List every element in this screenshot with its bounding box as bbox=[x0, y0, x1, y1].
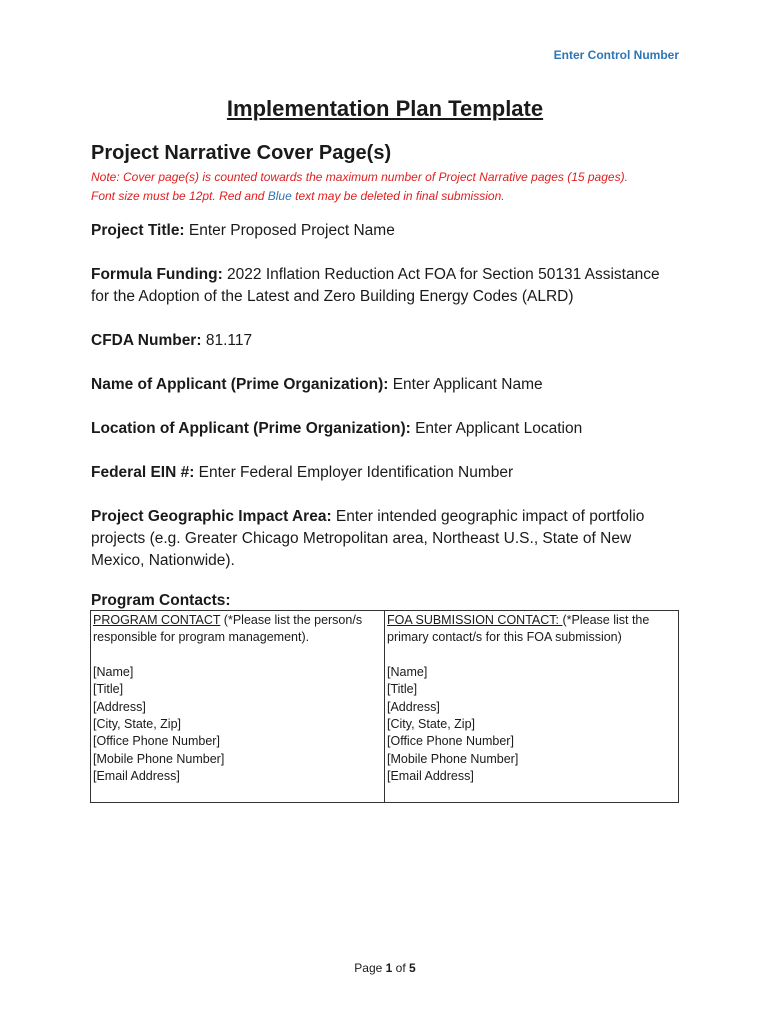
impact-area-value[interactable]: Enter intended geographic impact of portfolio projects (e.g. Greater Chicago Metropolitan area, Northeast U.S., State of New Mexico, Nationwide). bbox=[91, 508, 645, 569]
document-body bbox=[91, 140, 681, 803]
cover-note bbox=[91, 168, 681, 206]
program-contact-city-state-zip[interactable]: [City, State, Zip] bbox=[93, 717, 181, 732]
page-current: 1 bbox=[385, 961, 393, 975]
program-contacts-table bbox=[90, 610, 679, 803]
foa-contact-name[interactable]: [Name] bbox=[387, 664, 428, 679]
control-number-placeholder[interactable]: Enter Control Number bbox=[553, 48, 679, 62]
project-title-value[interactable]: Enter Proposed Project Name bbox=[184, 222, 395, 239]
program-contact-name[interactable]: [Name] bbox=[93, 664, 134, 679]
page-number-footer bbox=[0, 961, 770, 975]
program-contact-heading: PROGRAM CONTACT bbox=[93, 613, 221, 627]
foa-contact-title[interactable]: [Title] bbox=[387, 682, 418, 697]
page-prefix: Page bbox=[354, 961, 386, 975]
page-of: of bbox=[392, 961, 410, 975]
project-title-field bbox=[91, 220, 681, 242]
cfda-number-value: 81.117 bbox=[201, 332, 253, 349]
program-contact-details bbox=[93, 664, 382, 786]
impact-area-label: Project Geographic Impact Area: bbox=[91, 508, 332, 525]
program-contact-email[interactable]: [Email Address] bbox=[93, 769, 180, 784]
page-total: 5 bbox=[409, 961, 416, 975]
foa-contact-mobile-phone[interactable]: [Mobile Phone Number] bbox=[387, 751, 519, 766]
program-contact-mobile-phone[interactable]: [Mobile Phone Number] bbox=[93, 751, 225, 766]
foa-contact-office-phone[interactable]: [Office Phone Number] bbox=[387, 734, 514, 749]
foa-contact-cell[interactable] bbox=[385, 611, 679, 803]
applicant-name-label: Name of Applicant (Prime Organization): bbox=[91, 376, 389, 393]
cfda-number-field bbox=[91, 330, 681, 352]
foa-contact-city-state-zip[interactable]: [City, State, Zip] bbox=[387, 717, 475, 732]
foa-contact-details bbox=[387, 664, 676, 786]
applicant-location-value[interactable]: Enter Applicant Location bbox=[410, 420, 583, 437]
document-title: Implementation Plan Template bbox=[226, 96, 544, 121]
applicant-name-value[interactable]: Enter Applicant Name bbox=[388, 376, 543, 393]
federal-ein-label: Federal EIN #: bbox=[91, 464, 195, 481]
federal-ein-field bbox=[91, 462, 681, 484]
formula-funding-label: Formula Funding: bbox=[91, 266, 223, 283]
foa-contact-description: (*Please list the primary contact/s for this FOA submission) bbox=[387, 613, 650, 645]
impact-area-field bbox=[91, 506, 681, 572]
foa-contact-address[interactable]: [Address] bbox=[387, 699, 440, 714]
program-contacts-heading: Program Contacts: bbox=[91, 592, 231, 609]
applicant-location-label: Location of Applicant (Prime Organization): bbox=[91, 420, 411, 437]
cover-note-suffix: text may be deleted in final submission. bbox=[291, 189, 505, 203]
federal-ein-value[interactable]: Enter Federal Employer Identification Number bbox=[194, 464, 514, 481]
applicant-name-field bbox=[91, 374, 681, 396]
foa-contact-heading: FOA SUBMISSION CONTACT: bbox=[387, 613, 563, 627]
cover-note-blue-word: Blue bbox=[267, 189, 292, 203]
cfda-number-label: CFDA Number: bbox=[91, 332, 202, 349]
program-contact-description: (*Please list the person/s responsible for program management). bbox=[93, 613, 363, 645]
cover-note-line-2 bbox=[91, 187, 681, 206]
program-contact-cell[interactable] bbox=[91, 611, 385, 803]
program-contact-office-phone[interactable]: [Office Phone Number] bbox=[93, 734, 220, 749]
formula-funding-value: 2022 Inflation Reduction Act FOA for Section 50131 Assistance for the Adoption of the Latest and Zero Building Energy Codes (ALRD) bbox=[91, 266, 660, 305]
program-contact-address[interactable]: [Address] bbox=[93, 699, 146, 714]
cover-note-prefix: Font size must be 12pt. Red and bbox=[91, 189, 268, 203]
foa-contact-email[interactable]: [Email Address] bbox=[387, 769, 474, 784]
cover-page-heading: Project Narrative Cover Page(s) bbox=[91, 142, 392, 164]
program-contact-title[interactable]: [Title] bbox=[93, 682, 124, 697]
formula-funding-field bbox=[91, 264, 681, 308]
cover-note-line-1: Note: Cover page(s) is counted towards the maximum number of Project Narrative pages (15 pages). bbox=[91, 170, 628, 184]
project-title-label: Project Title: bbox=[91, 222, 185, 239]
applicant-location-field bbox=[91, 418, 681, 440]
